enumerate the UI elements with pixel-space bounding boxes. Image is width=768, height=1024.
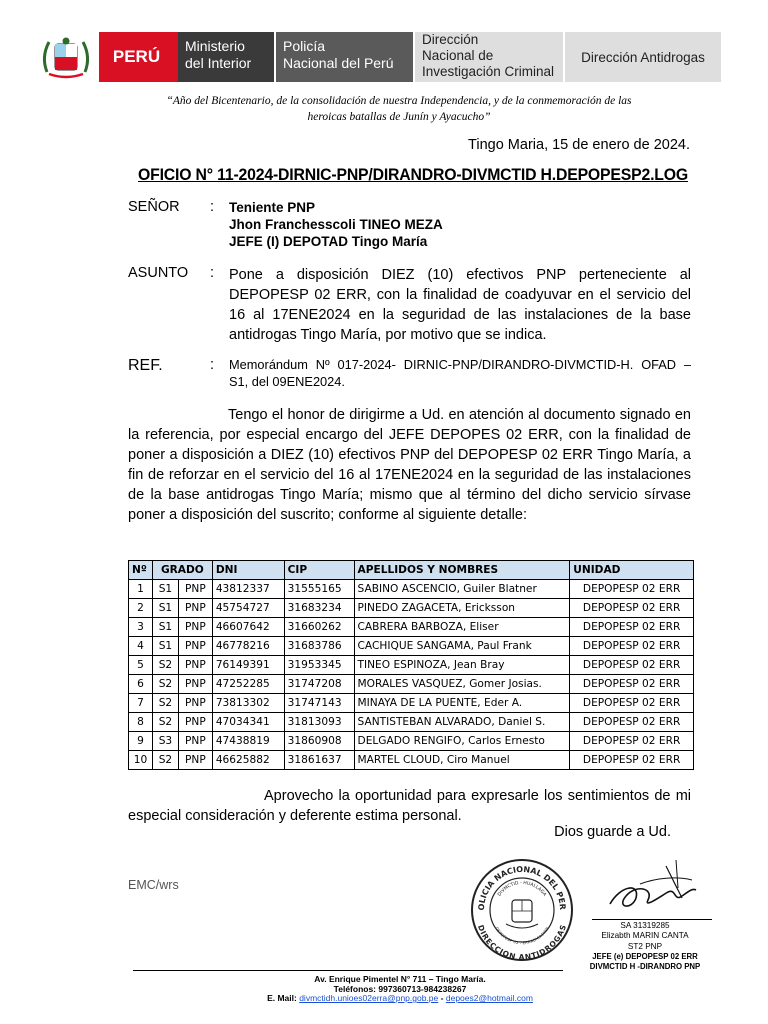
table-cell: SABINO ASCENCIO, Guiler Blatner [354, 580, 570, 599]
footer-email-label: E. Mail: [267, 993, 297, 1003]
table-cell: DEPOPESP 02 ERR [570, 599, 694, 618]
asunto-colon: : [210, 265, 215, 281]
table-cell: 31747143 [284, 694, 354, 713]
signature-line [592, 919, 712, 920]
table-cell: 10 [129, 751, 153, 770]
personnel-table [128, 560, 694, 770]
table-cell: 2 [129, 599, 153, 618]
table-cell: 46607642 [212, 618, 284, 637]
ref-text: Memorándum Nº 017-2024- DIRNIC-PNP/DIRANDRO-DIVMCTID-H. OFAD – S1, del 09ENE2024. [229, 357, 691, 389]
table-cell: 31747208 [284, 675, 354, 694]
table-cell: PNP [178, 732, 212, 751]
table-cell: CABRERA BARBOZA, Eliser [354, 618, 570, 637]
official-stamp [470, 858, 574, 962]
table-row [129, 675, 694, 694]
asunto-text: Pone a disposición DIEZ (10) efectivos PNP perteneciente al DEPOPESP 02 ERR, con la finalidad de coadyuvar en el servicio del 16 al 17ENE2024 en la seguridad de las instalaciones de la base antidrogas Tingo María, por motivo que se indica. [229, 267, 691, 343]
table-cell: 46778216 [212, 637, 284, 656]
stamp-top-text: OLICIA NACIONAL DEL PER [476, 864, 568, 911]
table-header-row [129, 561, 694, 580]
stamp-inner-bottom: DEPOPESP 02 - ERRADICACION [494, 925, 550, 946]
table-cell: PNP [178, 713, 212, 732]
senor-colon: : [210, 199, 215, 215]
signature-block: SA 31319285 Elizabth MARIN CANTA ST2 PNP JEFE (e) DEPOPESP 02 ERR DIVMCTID H -DIRANDRO PNP [589, 921, 701, 972]
table-cell: S2 [152, 656, 178, 675]
table-cell: 31683786 [284, 637, 354, 656]
table-cell: PNP [178, 751, 212, 770]
table-cell: PINEDO ZAGACETA, Ericksson [354, 599, 570, 618]
table-cell: 3 [129, 618, 153, 637]
stamp-bottom-text: DIRECCION ANTIDROGAS [476, 923, 568, 962]
table-cell: S2 [152, 713, 178, 732]
table-cell: 31555165 [284, 580, 354, 599]
table-cell: 31953345 [284, 656, 354, 675]
table-row [129, 713, 694, 732]
table-cell: 31861637 [284, 751, 354, 770]
table-row [129, 618, 694, 637]
table-cell: 31660262 [284, 618, 354, 637]
table-cell: 1 [129, 580, 153, 599]
table-cell: SANTISTEBAN ALVARADO, Daniel S. [354, 713, 570, 732]
table-cell: PNP [178, 637, 212, 656]
table-cell: 73813302 [212, 694, 284, 713]
col-header: DNI [212, 561, 284, 580]
table-cell: PNP [178, 580, 212, 599]
senor-label: SEÑOR [128, 199, 180, 215]
table-cell: S1 [152, 637, 178, 656]
table-cell: S3 [152, 732, 178, 751]
table-row [129, 580, 694, 599]
initials: EMC/wrs [128, 878, 179, 892]
ministerio-block: Ministerio del Interior [178, 32, 274, 82]
footer-rule [133, 970, 563, 971]
handwritten-signature [596, 858, 716, 927]
table-cell: 5 [129, 656, 153, 675]
table-cell: 47252285 [212, 675, 284, 694]
table-cell: PNP [178, 694, 212, 713]
table-cell: DEPOPESP 02 ERR [570, 713, 694, 732]
dirnic-block: Dirección Nacional de Investigación Criminal [413, 32, 563, 82]
table-row [129, 694, 694, 713]
table-cell: DEPOPESP 02 ERR [570, 637, 694, 656]
col-header: GRADO [152, 561, 212, 580]
table-cell: DELGADO RENGIFO, Carlos Ernesto [354, 732, 570, 751]
col-header: UNIDAD [570, 561, 694, 580]
coat-of-arms-icon [37, 32, 95, 82]
table-cell: PNP [178, 675, 212, 694]
table-row [129, 732, 694, 751]
document-date: Tingo Maria, 15 de enero de 2024. [468, 137, 690, 153]
table-cell: TINEO ESPINOZA, Jean Bray [354, 656, 570, 675]
table-cell: 7 [129, 694, 153, 713]
stamp-inner-top: DIVMCTID - HUALLAGA [497, 880, 547, 898]
table-cell: DEPOPESP 02 ERR [570, 751, 694, 770]
table-row [129, 751, 694, 770]
table-cell: S1 [152, 618, 178, 637]
table-cell: 47034341 [212, 713, 284, 732]
email-link-2[interactable]: depoes2@hotmail.com [445, 993, 533, 1003]
table-cell: 45754727 [212, 599, 284, 618]
table-cell: DEPOPESP 02 ERR [570, 732, 694, 751]
ref-colon: : [210, 357, 215, 373]
table-cell: CACHIQUE SANGAMA, Paul Frank [354, 637, 570, 656]
table-cell: S1 [152, 580, 178, 599]
table-cell: 31683234 [284, 599, 354, 618]
peru-brand: PERÚ [95, 32, 178, 82]
table-cell: S2 [152, 751, 178, 770]
table-cell: 31813093 [284, 713, 354, 732]
col-header: CIP [284, 561, 354, 580]
table-cell: 6 [129, 675, 153, 694]
table-cell: 43812337 [212, 580, 284, 599]
table-row [129, 637, 694, 656]
table-cell: DEPOPESP 02 ERR [570, 656, 694, 675]
table-cell: PNP [178, 656, 212, 675]
table-cell: 47438819 [212, 732, 284, 751]
table-cell: MORALES VASQUEZ, Gomer Josias. [354, 675, 570, 694]
table-cell: PNP [178, 618, 212, 637]
ref-label: REF. [128, 357, 163, 374]
footer-phones: Teléfonos: 997360713-984238267 [333, 983, 467, 994]
table-cell: 9 [129, 732, 153, 751]
table-row [129, 599, 694, 618]
table-cell: DEPOPESP 02 ERR [570, 694, 694, 713]
table-cell: 76149391 [212, 656, 284, 675]
footer: Av. Enrique Pimentel N° 711 – Tingo María. Teléfonos: 997360713-984238267 E. Mail: divmctidh.unioes02erra@pnp.gob.pe - depoes2@hotmail.com [200, 975, 600, 1004]
table-cell: DEPOPESP 02 ERR [570, 580, 694, 599]
document-title: OFICIO N° 11-2024-DIRNIC-PNP/DIRANDRO-DIVMCTID H.DEPOPESP2.LOG [138, 165, 688, 184]
policia-block: Policía Nacional del Perú [274, 32, 413, 82]
table-cell: 31860908 [284, 732, 354, 751]
footer-address: Av. Enrique Pimentel N° 711 – Tingo María. [314, 974, 486, 984]
col-header: APELLIDOS Y NOMBRES [354, 561, 570, 580]
table-cell: 8 [129, 713, 153, 732]
table-cell: PNP [178, 599, 212, 618]
body-paragraph: Tengo el honor de dirigirme a Ud. en atención al documento signado en la referencia, por especial encargo del JEFE DEPOPES 02 ERR, con la finalidad de poner a disposición a DIEZ (10) efectivos PNP del DEPOPESP 02 ERR Tingo María, a fin de reforzar en el servicio del 16 al 17ENE2024 en la seguridad de las instalaciones de la base antidrogas Tingo María; mismo que al término del dicho servicio sírvase poner a disposición del suscrito; conforme al siguiente detalle: [128, 407, 691, 523]
table-cell: S2 [152, 694, 178, 713]
table-cell: S1 [152, 599, 178, 618]
addressee: Teniente PNP Jhon Franchesscoli TINEO MEZA JEFE (I) DEPOTAD Tingo María [229, 200, 443, 249]
dirandro-block: Dirección Antidrogas [563, 32, 721, 82]
closing-paragraph: Aprovecho la oportunidad para expresarle los sentimientos de mi especial consideración y deferente estima personal. [128, 788, 691, 824]
table-cell: 46625882 [212, 751, 284, 770]
table-cell: DEPOPESP 02 ERR [570, 675, 694, 694]
table-cell: MINAYA DE LA PUENTE, Eder A. [354, 694, 570, 713]
table-cell: 4 [129, 637, 153, 656]
year-motto: “Año del Bicentenario, de la consolidación de nuestra Independencia, y de la conmemoración de las heroicas batallas de Junín y Ayacucho” [166, 95, 632, 123]
table-cell: S2 [152, 675, 178, 694]
table-row [129, 656, 694, 675]
table-cell: MARTEL CLOUD, Ciro Manuel [354, 751, 570, 770]
col-header: Nº [129, 561, 153, 580]
email-link-1[interactable]: divmctidh.unioes02erra@pnp.gob.pe [299, 993, 439, 1003]
table-cell: DEPOPESP 02 ERR [570, 618, 694, 637]
letterhead [37, 32, 727, 82]
svg-text:DEPOPESP 02 - ERRADICACION [494, 926, 549, 945]
asunto-label: ASUNTO [128, 265, 189, 281]
farewell: Dios guarde a Ud. [554, 824, 671, 840]
